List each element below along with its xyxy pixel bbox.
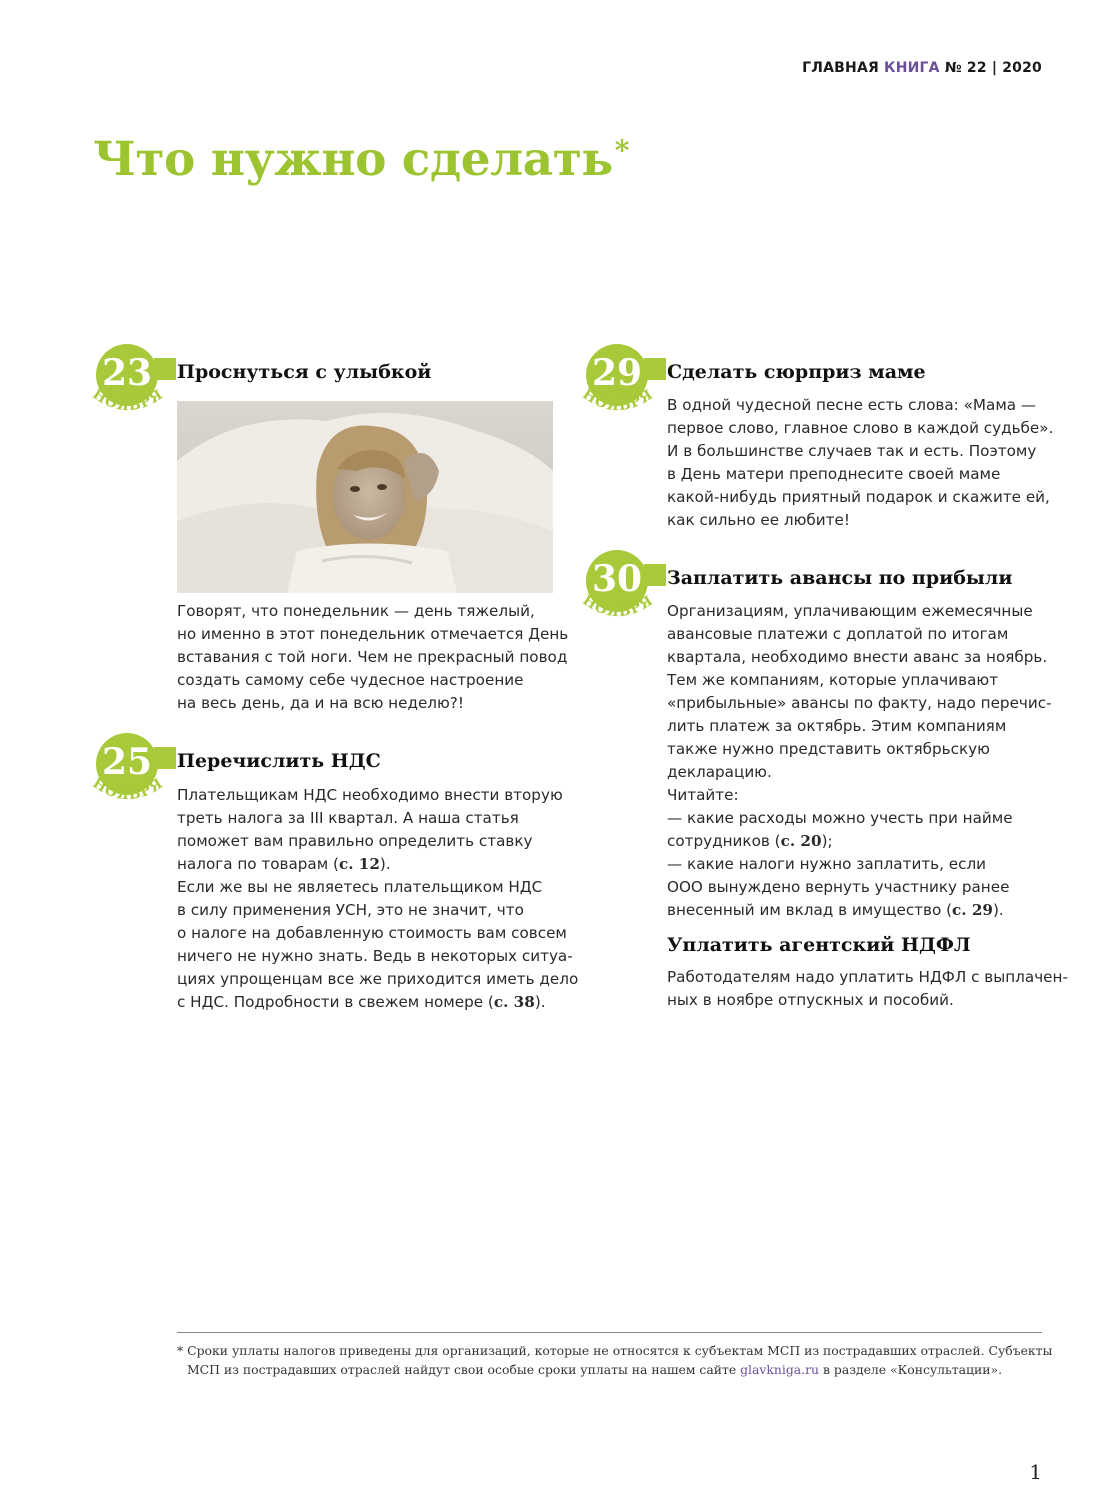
date-day-25: 25 xyxy=(101,741,153,783)
body-line: Тем же компаниям, которые уплачивают xyxy=(667,671,999,689)
month-label-30: НОЯБРЯ xyxy=(579,594,657,621)
section-title-30: Заплатить авансы по прибыли xyxy=(667,567,1013,589)
body-line: какой-нибудь приятный подарок и скажите ей, xyxy=(667,488,1050,506)
footnote xyxy=(177,1341,1057,1379)
footnote-text-part: в разделе «Консультации». xyxy=(819,1362,1003,1377)
date-month-23 xyxy=(83,388,173,428)
svg-text:НОЯБРЯ xyxy=(90,388,167,414)
photo-illustration xyxy=(177,401,553,593)
body-line: Работодателям надо уплатить НДФЛ с выплачен- xyxy=(667,968,1068,986)
body-line: ничего не нужно знать. Ведь в некоторых ситуа- xyxy=(177,947,573,965)
footnote-line xyxy=(177,1360,1057,1379)
body-line: квартала, необходимо внести аванс за ноябрь. xyxy=(667,648,1048,666)
page-reference: с. 12 xyxy=(338,855,380,873)
brand-name-part2: КНИГА xyxy=(884,60,940,76)
date-badge-tab-25 xyxy=(154,747,176,769)
body-text-part: с НДС. Подробности в свежем номере ( xyxy=(177,993,494,1011)
body-line: Говорят, что понедельник — день тяжелый, xyxy=(177,602,535,620)
body-line: Организациям, уплачивающим ежемесячные xyxy=(667,602,1033,620)
body-line: как сильно ее любите! xyxy=(667,511,850,529)
body-line: создать самому себе чудесное настроение xyxy=(177,671,524,689)
svg-text:НОЯБРЯ xyxy=(90,777,167,803)
list-item: — какие налоги нужно заплатить, если xyxy=(667,855,987,873)
body-text-part: внесенный им вклад в имущество ( xyxy=(667,901,953,919)
body-line: ных в ноябре отпускных и пособий. xyxy=(667,991,954,1009)
body-text-part: ). xyxy=(993,901,1004,919)
body-line: лить платеж за октябрь. Этим компаниям xyxy=(667,717,1007,735)
section-title-ndfl: Уплатить агентский НДФЛ xyxy=(667,934,971,956)
date-badge-tab-23 xyxy=(154,358,176,380)
date-day-23: 23 xyxy=(101,352,153,394)
body-line xyxy=(177,853,578,876)
body-line: первое слово, главное слово в каждой судьбе». xyxy=(667,419,1054,437)
date-month-30 xyxy=(573,594,663,634)
website-link[interactable]: glavkniga.ru xyxy=(740,1362,820,1377)
section-body-ndfl xyxy=(667,966,1068,1012)
footnote-line: * Сроки уплаты налогов приведены для организаций, которые не относятся к субъектам МСП из пострадавших отраслей. Субъекты xyxy=(177,1343,1053,1358)
body-text-part: сотрудников ( xyxy=(667,832,781,850)
page-title xyxy=(93,132,629,187)
month-label-23: НОЯБРЯ xyxy=(89,388,167,415)
section-title-25: Перечислить НДС xyxy=(177,750,381,772)
body-line: треть налога за III квартал. А наша статья xyxy=(177,809,519,827)
body-text-part: ). xyxy=(534,993,546,1011)
body-line: поможет вам правильно определить ставку xyxy=(177,832,533,850)
section-title-23: Проснуться с улыбкой xyxy=(177,361,432,383)
body-line: в День матери преподнесите своей маме xyxy=(667,465,1001,483)
month-label-29: НОЯБРЯ xyxy=(579,388,657,415)
brand-name-part1: ГЛАВНАЯ xyxy=(802,60,879,76)
date-badge-tab-30 xyxy=(644,564,666,586)
issue-number: № 22 | 2020 xyxy=(944,60,1042,76)
body-line: циях упрощенцам все же приходится иметь дело xyxy=(177,970,579,988)
body-line: также нужно представить октябрьскую xyxy=(667,740,990,758)
magazine-header xyxy=(802,60,1042,76)
section-title-29: Сделать сюрприз маме xyxy=(667,361,926,383)
list-item-continued: ООО вынуждено вернуть участнику ранее xyxy=(667,878,1010,896)
list-item-continued xyxy=(667,830,1052,853)
page-reference: с. 29 xyxy=(952,901,993,919)
body-line: но именно в этот понедельник отмечается День xyxy=(177,625,569,643)
page-title-text: Что нужно сделать xyxy=(93,132,613,187)
body-line: декларацию. xyxy=(667,763,772,781)
footnote-text-part: МСП из пострадавших отраслей найдут свои особые сроки уплаты на нашем сайте xyxy=(187,1362,741,1377)
body-line: И в большинстве случаев так и есть. Поэтому xyxy=(667,442,1037,460)
smiling-woman-photo xyxy=(177,401,553,593)
body-text-part: налога по товарам ( xyxy=(177,855,339,873)
date-day-29: 29 xyxy=(591,352,643,394)
section-body-29 xyxy=(667,394,1053,532)
body-line: Плательщикам НДС необходимо внести вторую xyxy=(177,786,563,804)
list-item: — какие расходы можно учесть при найме xyxy=(667,809,1013,827)
date-month-25 xyxy=(83,777,173,817)
month-label-25: НОЯБРЯ xyxy=(89,777,167,804)
body-line: о налоге на добавленную стоимость вам совсем xyxy=(177,924,567,942)
title-asterisk: * xyxy=(614,134,629,167)
date-month-29 xyxy=(573,388,663,428)
body-text-part: ). xyxy=(379,855,391,873)
date-badge-tab-29 xyxy=(644,358,666,380)
body-line: на весь день, да и на всю неделю?! xyxy=(177,694,464,712)
body-line: «прибыльные» авансы по факту, надо перечис- xyxy=(667,694,1052,712)
section-body-23 xyxy=(177,600,568,715)
page-reference: с. 38 xyxy=(493,993,535,1011)
page-reference: с. 20 xyxy=(780,832,822,850)
body-line: Если же вы не являетесь плательщиком НДС xyxy=(177,878,543,896)
page-number: 1 xyxy=(1029,1460,1042,1484)
body-line xyxy=(177,991,578,1014)
body-line: в силу применения УСН, это не значит, что xyxy=(177,901,524,919)
svg-text:НОЯБРЯ xyxy=(580,388,657,414)
footnote-divider xyxy=(177,1332,1042,1333)
body-line: Читайте: xyxy=(667,786,739,804)
list-item-continued xyxy=(667,899,1052,922)
section-body-25 xyxy=(177,784,578,1014)
body-line: В одной чудесной песне есть слова: «Мама — xyxy=(667,396,1037,414)
body-text-part: ); xyxy=(821,832,833,850)
section-body-30 xyxy=(667,600,1052,922)
body-line: вставания с той ноги. Чем не прекрасный повод xyxy=(177,648,568,666)
svg-text:НОЯБРЯ xyxy=(580,594,657,620)
body-line: авансовые платежи с доплатой по итогам xyxy=(667,625,1009,643)
date-day-30: 30 xyxy=(591,558,643,600)
